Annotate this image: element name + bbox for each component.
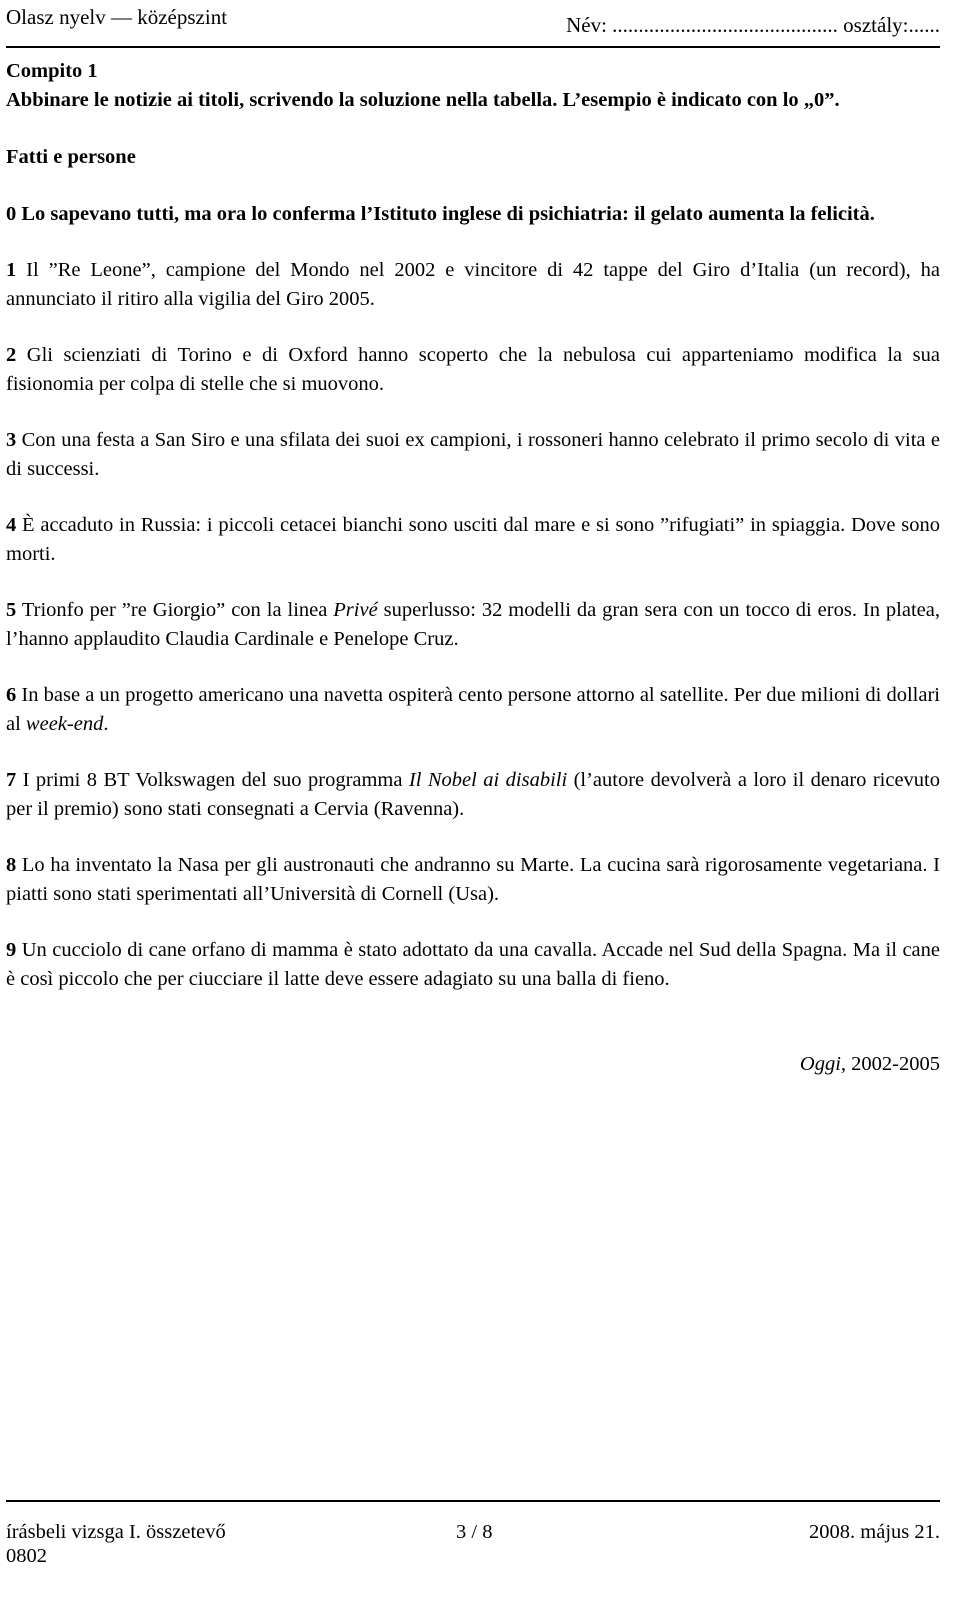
footer-page-number: 3 / 8 (456, 1521, 493, 1543)
item-number: 9 (6, 939, 17, 961)
item-number: 7 (6, 769, 17, 791)
task-instruction: Abbinare le notizie ai titoli, scrivendo la soluzione nella tabella. L’esempio è indicato con lo „0”. (6, 88, 840, 111)
page-header (6, 4, 940, 38)
item-text: Il ”Re Leone”, campione del Mondo nel 2002 e vincitore di 42 tappe del Giro d’Italia (un record), ha annunciato il ritiro alla vigilia del Giro 2005. (6, 259, 940, 310)
source-publication: Oggi (799, 1053, 841, 1075)
news-item-2 (6, 341, 940, 398)
item-number: 5 (6, 599, 17, 621)
exam-page (6, 0, 940, 1597)
item-text-italic: Privé (333, 599, 378, 621)
item-number: 8 (6, 854, 17, 876)
news-item-8 (6, 851, 940, 908)
item-number: 6 (6, 684, 17, 706)
task-title: Compito 1 (6, 60, 98, 82)
item-number: 3 (6, 429, 17, 451)
item-text: Con una festa a San Siro e una sfilata dei suoi ex campioni, i rossoneri hanno celebrato il primo secolo di vita e di successi. (6, 429, 940, 480)
footer-code: 0802 (6, 1545, 47, 1567)
item-number: 1 (6, 259, 17, 281)
news-item-1 (6, 256, 940, 313)
item-text: È accaduto in Russia: i piccoli cetacei bianchi sono usciti dal mare e si sono ”rifugiati” in spiaggia. Dove sono morti. (6, 514, 940, 565)
item-number: 2 (6, 344, 17, 366)
header-subject: Olasz nyelv — középszint (6, 5, 228, 29)
source-years: , 2002-2005 (840, 1053, 940, 1075)
item-text-post: superlusso: 32 modelli da gran sera con un tocco di eros. In platea, l’hanno applaudito Claudia Cardinale e Penelope Cruz. (6, 599, 940, 650)
news-item-7 (6, 766, 940, 823)
item-text-post: (l’autore devolverà a loro il denaro ricevuto per il premio) sono stati consegnati a Cervia (Ravenna). (6, 769, 941, 820)
item-text-pre: Trionfo per ”re Giorgio” con la linea (16, 599, 334, 621)
item-number: 4 (6, 514, 17, 536)
section-title: Fatti e persone (6, 146, 136, 168)
item-text-italic: Il Nobel ai disabili (408, 769, 568, 791)
header-divider (6, 46, 940, 48)
news-item-3 (6, 426, 940, 483)
item-text-italic: week-end (25, 712, 104, 735)
item-text: Lo ha inventato la Nasa per gli austronauti che andranno su Marte. La cucina sarà rigorosamente vegetariana. I piatti sono stati sperimentati all’Università di Cornell (Usa). (6, 854, 940, 905)
item-text: Gli scienziati di Torino e di Oxford hanno scoperto che la nebulosa cui apparteniamo modifica la sua fisionomia per colpa di stelle che si muovono. (6, 344, 940, 395)
footer-exam-part: írásbeli vizsga I. összetevő (6, 1521, 226, 1543)
news-item-9 (6, 936, 940, 993)
news-item-5 (6, 596, 940, 653)
item-text: Un cucciolo di cane orfano di mamma è stato adottato da una cavalla. Accade nel Sud della Spagna. Ma il cane è così piccolo che per ciucciare il latte deve essere adagiato su una balla di fieno. (6, 939, 940, 990)
footer-divider (6, 1500, 940, 1502)
news-item-6 (6, 681, 940, 738)
item-text-pre: I primi 8 BT Volkswagen del suo programma (16, 769, 409, 791)
task-content (6, 57, 940, 1079)
example-item: 0 Lo sapevano tutti, ma ora lo conferma l’Istituto inglese di psichiatria: il gelato aumenta la felicità. (6, 202, 875, 225)
footer-date: 2008. május 21. (809, 1521, 940, 1543)
item-text-post: . (103, 712, 109, 735)
item-text-pre: In base a un progetto americano una navetta ospiterà cento persone attorno al satellite. Per due milioni di dollari al (6, 684, 940, 735)
news-item-4 (6, 511, 940, 568)
source-citation (6, 1050, 940, 1079)
header-name-class-field: Név: ........................................... osztály:...... (566, 13, 940, 37)
